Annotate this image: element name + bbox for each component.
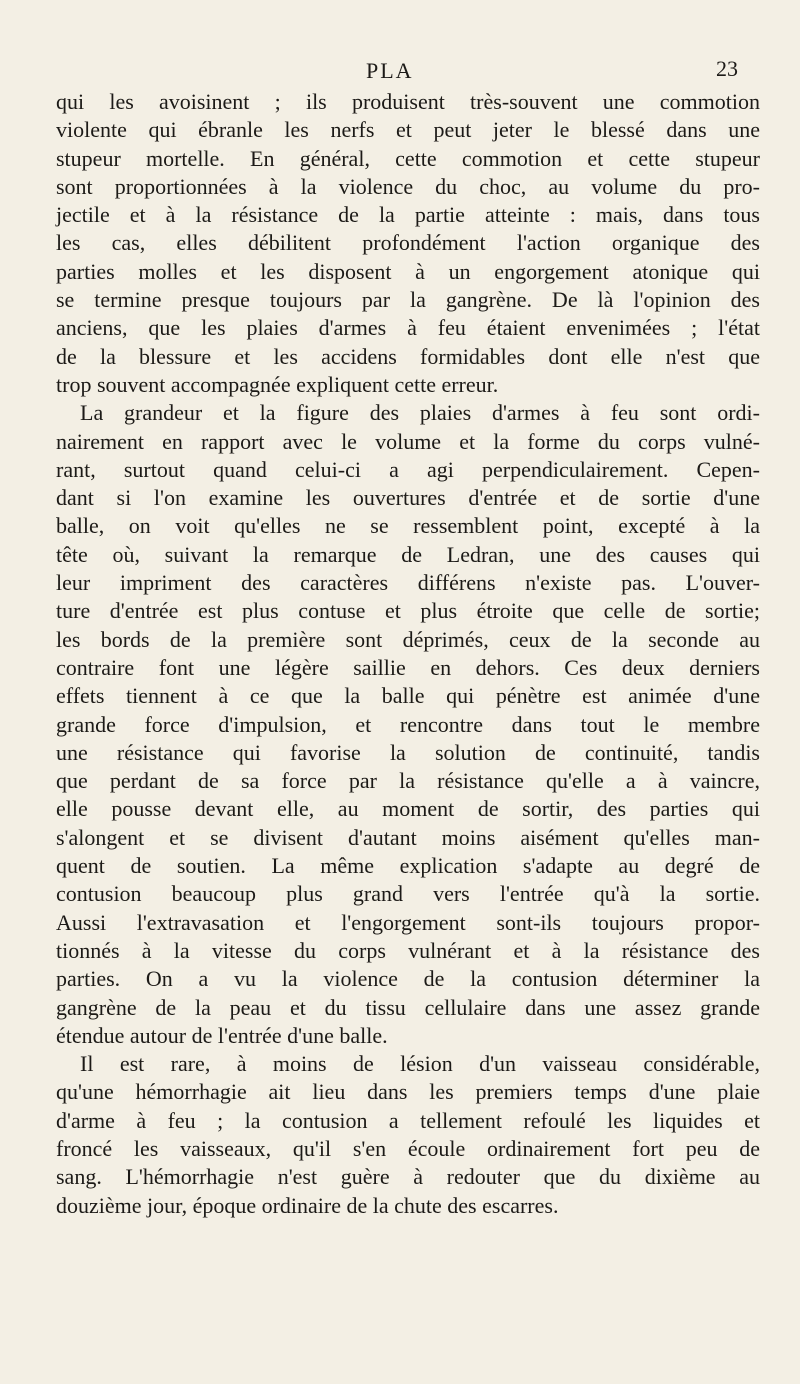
text-line: elle pousse devant elle, au moment de sortir, des parties qui bbox=[56, 796, 760, 822]
text-line: d'arme à feu ; la contusion a tellement refoulé les liquides et bbox=[56, 1107, 760, 1133]
text-line: contraire font une légère saillie en dehors. Ces deux derniers bbox=[56, 654, 760, 680]
text-line: Aussi l'extravasation et l'engorgement sont-ils toujours propor- bbox=[56, 909, 760, 935]
text-line: étendue autour de l'entrée d'une balle. bbox=[56, 1022, 388, 1048]
text-line: qui les avoisinent ; ils produisent très-souvent une commotion bbox=[56, 89, 760, 114]
text-line: parties molles et les disposent à un engorgement atonique qui bbox=[56, 258, 760, 284]
text-line: ture d'entrée est plus contuse et plus étroite que celle de sortie; bbox=[56, 598, 760, 624]
text-line: La grandeur et la figure des plaies d'armes à feu sont ordi- bbox=[80, 400, 760, 426]
text-line: se termine presque toujours par la gangrène. De là l'opinion des bbox=[56, 287, 760, 313]
text-line: douzième jour, époque ordinaire de la chute des escarres. bbox=[56, 1192, 559, 1218]
running-head-title: PLA bbox=[366, 58, 414, 83]
text-line: anciens, que les plaies d'armes à feu étaient envenimées ; l'état bbox=[56, 315, 760, 341]
text-line: tionnés à la vitesse du corps vulnérant et à la résistance des bbox=[56, 937, 760, 963]
text-line: parties. On a vu la violence de la contusion déterminer la bbox=[56, 966, 760, 992]
paragraph bbox=[56, 88, 760, 399]
text-line: les bords de la première sont déprimés, ceux de la seconde au bbox=[56, 626, 760, 652]
running-head bbox=[56, 48, 760, 82]
text-line: violente qui ébranle les nerfs et peut jeter le blessé dans une bbox=[56, 117, 760, 143]
text-line: jectile et à la résistance de la partie atteinte : mais, dans tous bbox=[56, 202, 760, 228]
text-line: stupeur mortelle. En général, cette commotion et cette stupeur bbox=[56, 145, 760, 171]
text-line: balle, on voit qu'elles ne se ressemblent point, excepté à la bbox=[56, 513, 760, 539]
text-line: gangrène de la peau et du tissu cellulaire dans une assez grande bbox=[56, 994, 760, 1020]
text-line: leur impriment des caractères différens n'existe pas. L'ouver- bbox=[56, 570, 760, 596]
text-line: trop souvent accompagnée expliquent cette erreur. bbox=[56, 371, 499, 397]
paragraph bbox=[56, 1050, 760, 1220]
text-line: Il est rare, à moins de lésion d'un vaisseau considérable, bbox=[80, 1051, 760, 1077]
text-line: nairement en rapport avec le volume et la forme du corps vulné- bbox=[56, 428, 760, 454]
paragraph bbox=[56, 399, 760, 1050]
body-text bbox=[56, 88, 760, 1220]
text-line: froncé les vaisseaux, qu'il s'en écoule ordinairement fort peu de bbox=[56, 1135, 760, 1161]
text-line: s'alongent et se divisent d'autant moins aisément qu'elles man- bbox=[56, 824, 760, 850]
text-line: une résistance qui favorise la solution de continuité, tandis bbox=[56, 739, 760, 765]
text-line: sont proportionnées à la violence du choc, au volume du pro- bbox=[56, 173, 760, 199]
text-line: de la blessure et les accidens formidables dont elle n'est que bbox=[56, 343, 760, 369]
text-line: qu'une hémorrhagie ait lieu dans les premiers temps d'une plaie bbox=[56, 1079, 760, 1105]
text-line: quent de soutien. La même explication s'adapte au degré de bbox=[56, 853, 760, 879]
text-line: dant si l'on examine les ouvertures d'entrée et de sortie d'une bbox=[56, 485, 760, 511]
text-line: les cas, elles débilitent profondément l'action organique des bbox=[56, 230, 760, 256]
text-line: grande force d'impulsion, et rencontre dans tout le membre bbox=[56, 711, 760, 737]
text-line: rant, surtout quand celui-ci a agi perpendiculairement. Cepen- bbox=[56, 456, 760, 482]
text-line: sang. L'hémorrhagie n'est guère à redouter que du dixième au bbox=[56, 1164, 760, 1190]
text-line: tête où, suivant la remarque de Ledran, une des causes qui bbox=[56, 541, 760, 567]
text-line: effets tiennent à ce que la balle qui pénètre est animée d'une bbox=[56, 683, 760, 709]
page-number: 23 bbox=[716, 56, 738, 81]
text-line: que perdant de sa force par la résistance qu'elle a à vaincre, bbox=[56, 768, 760, 794]
text-line: contusion beaucoup plus grand vers l'entrée qu'à la sortie. bbox=[56, 881, 760, 907]
